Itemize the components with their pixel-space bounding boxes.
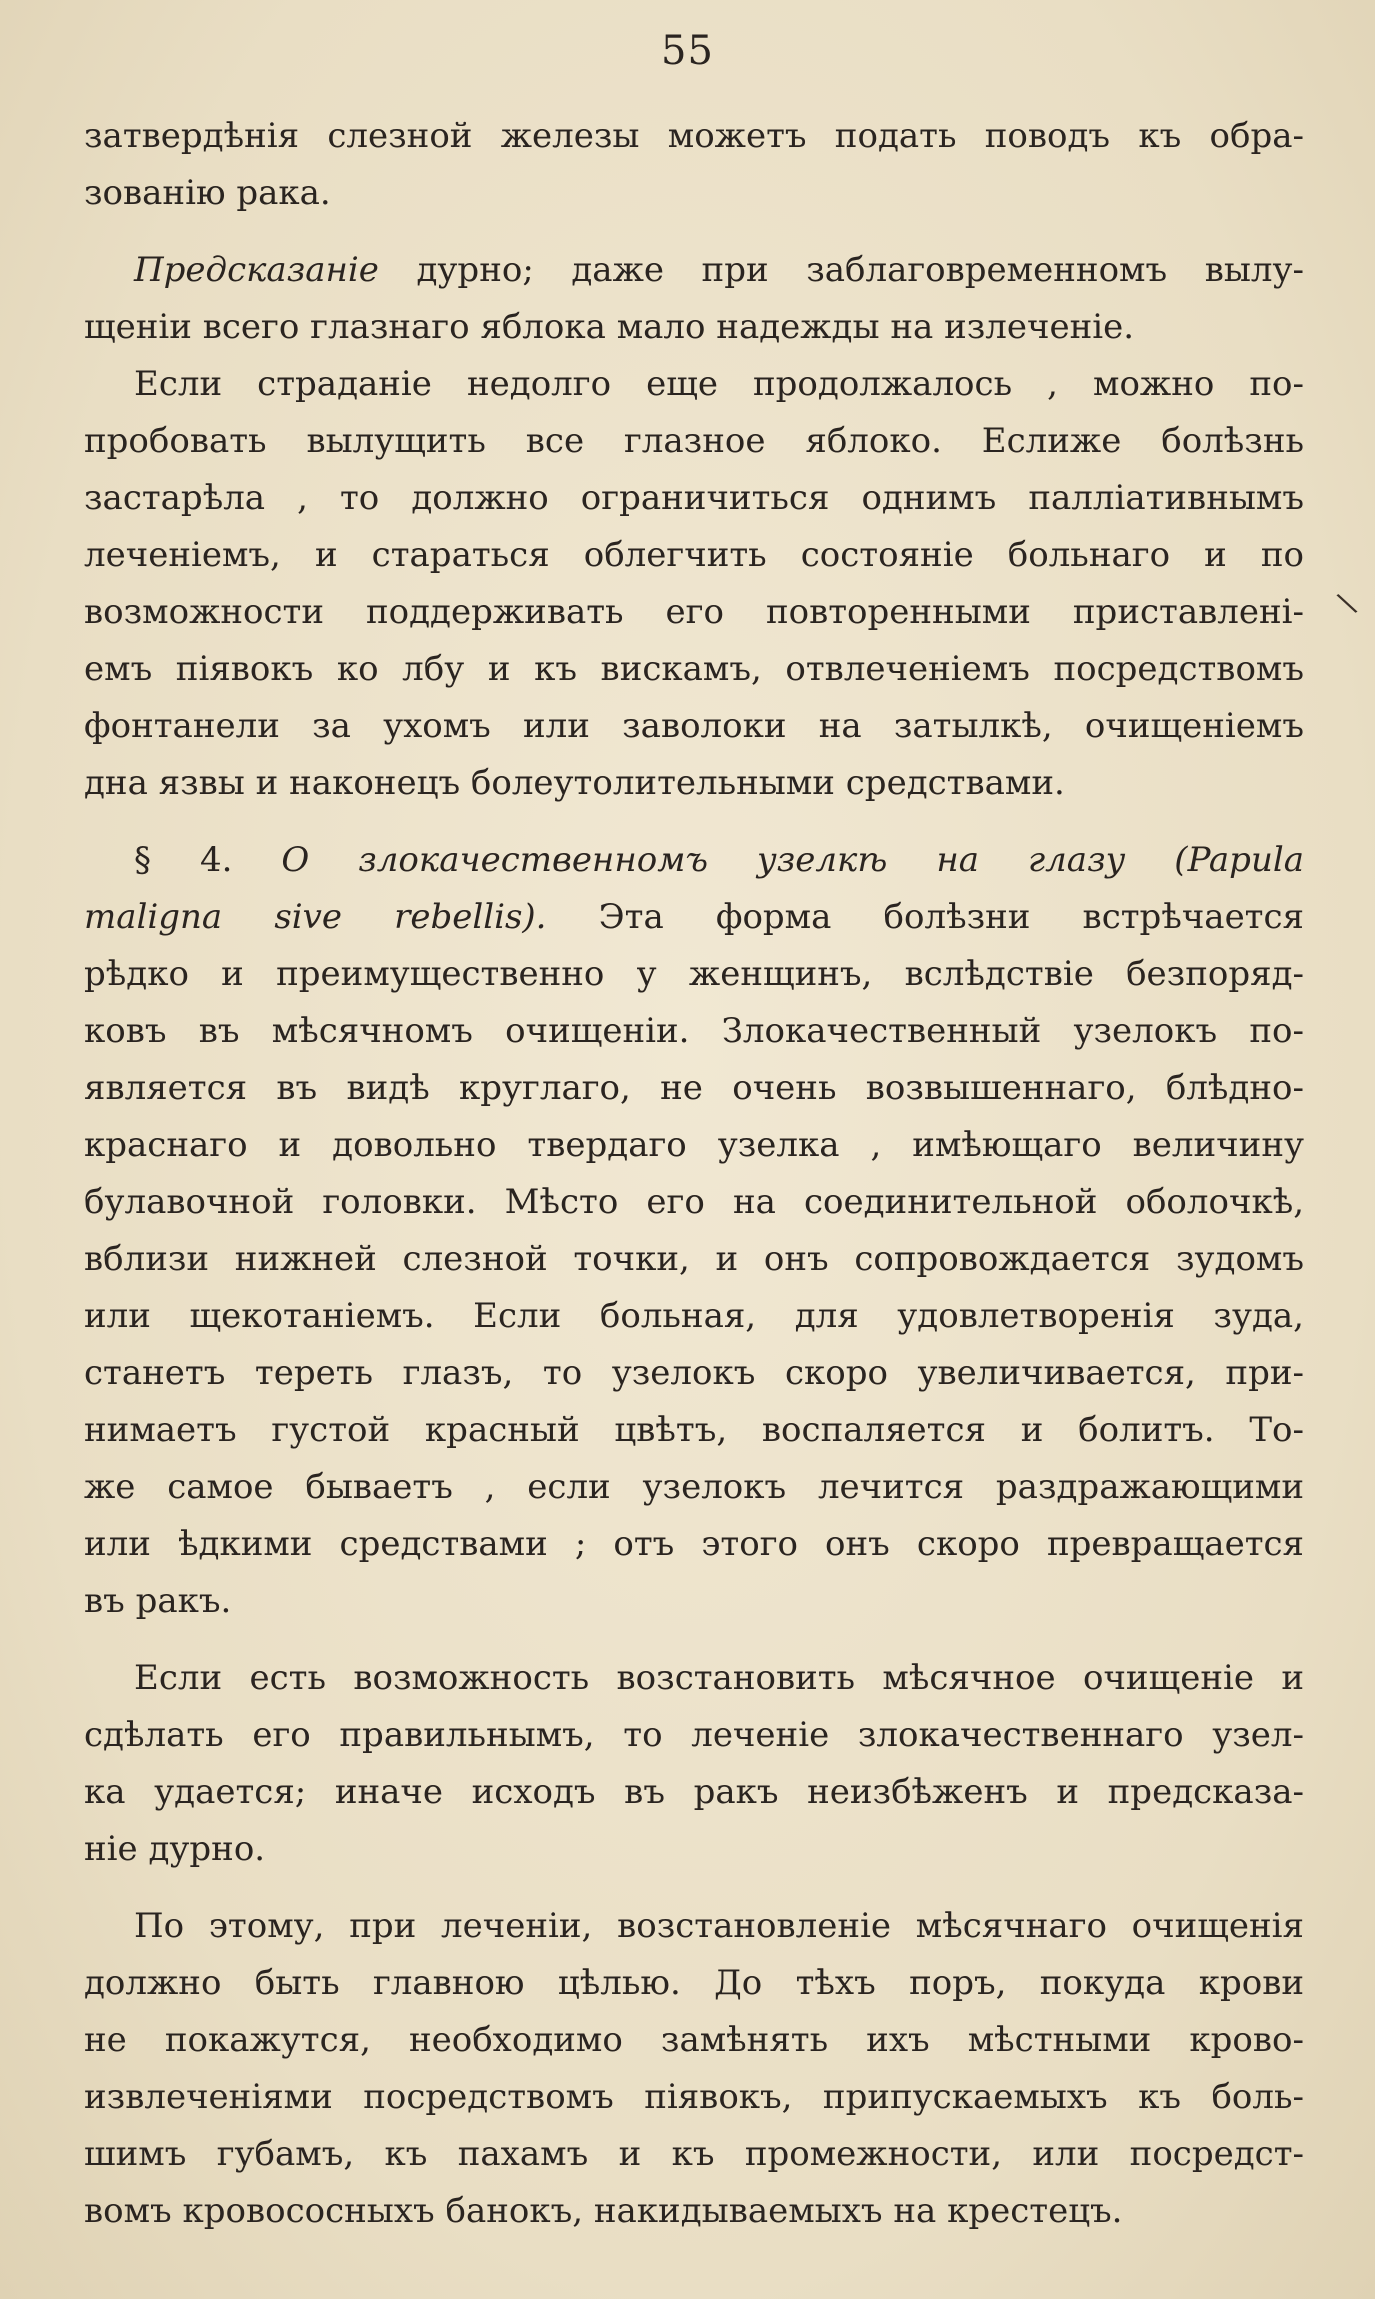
text-line — [84, 889, 1304, 946]
text-line — [84, 1060, 1304, 1117]
text-line — [84, 641, 1304, 698]
text-run: булавочной головки. Мѣсто его на соединительной оболочкѣ, — [84, 1182, 1304, 1222]
paragraph — [84, 1898, 1304, 2240]
paragraph-gap — [84, 1630, 1304, 1650]
text-run: щеніи всего глазнаго яблока мало надежды на излеченіе. — [84, 307, 1135, 347]
paragraph-gap — [84, 222, 1304, 242]
text-run: рѣдко и преимущественно у женщинъ, вслѣдствіе безпоряд- — [84, 954, 1304, 994]
text-line — [84, 108, 1304, 165]
text-line — [84, 1573, 1304, 1630]
text-run: § 4. — [134, 840, 282, 880]
text-line — [84, 356, 1304, 413]
text-run: зованію рака. — [84, 173, 331, 213]
body-text — [84, 108, 1304, 2240]
text-line — [84, 1459, 1304, 1516]
text-line — [84, 1955, 1304, 2012]
text-run: въ ракъ. — [84, 1581, 232, 1621]
text-run: ковъ въ мѣсячномъ очищеніи. Злокачественный узелокъ по- — [84, 1011, 1304, 1051]
text-line — [84, 584, 1304, 641]
text-line — [84, 1174, 1304, 1231]
text-run: Если страданіе недолго еще продолжалось , можно по- — [134, 364, 1304, 404]
text-run: ніе дурно. — [84, 1829, 266, 1869]
text-run: фонтанели за ухомъ или заволоки на затылкѣ, очищеніемъ — [84, 706, 1304, 746]
text-line — [84, 2069, 1304, 2126]
text-line — [84, 698, 1304, 755]
text-line — [84, 946, 1304, 1003]
text-line — [84, 242, 1304, 299]
italic-text: О злокачественномъ узелкѣ на глазу (Papula — [281, 840, 1304, 880]
text-line — [84, 1231, 1304, 1288]
text-line — [84, 413, 1304, 470]
text-line — [84, 165, 1304, 222]
paragraph — [84, 242, 1304, 356]
text-line — [84, 2183, 1304, 2240]
text-line — [84, 1288, 1304, 1345]
text-run: вомъ кровососныхъ банокъ, накидываемыхъ на крестецъ. — [84, 2191, 1123, 2231]
text-run: или щекотаніемъ. Если больная, для удовлетворенія зуда, — [84, 1296, 1304, 1336]
margin-mark: \ — [1333, 585, 1361, 622]
text-line — [84, 2126, 1304, 2183]
text-run: краснаго и довольно твердаго узелка , имѣющаго величину — [84, 1125, 1304, 1165]
text-line — [84, 1707, 1304, 1764]
italic-text: Предсказаніе — [134, 250, 379, 290]
text-run: Если есть возможность возстановить мѣсячное очищеніе и — [134, 1658, 1304, 1698]
text-line — [84, 755, 1304, 812]
text-run: возможности поддерживать его повторенными приставлені- — [84, 592, 1304, 632]
text-line — [84, 527, 1304, 584]
text-run: ка удается; иначе исходъ въ ракъ неизбѣженъ и предсказа- — [84, 1772, 1304, 1812]
text-run: же самое бываетъ , если узелокъ лечится раздражающими — [84, 1467, 1304, 1507]
text-run: леченіемъ, и стараться облегчить состояніе больнаго и по — [84, 535, 1304, 575]
text-line — [84, 1003, 1304, 1060]
text-run: шимъ губамъ, къ пахамъ и къ промежности, или посредст- — [84, 2134, 1304, 2174]
text-run: затвердѣнія слезной железы можетъ подать поводъ къ обра- — [84, 116, 1304, 156]
text-line — [84, 1764, 1304, 1821]
paragraph-gap — [84, 1878, 1304, 1898]
text-run: станетъ тереть глазъ, то узелокъ скоро увеличивается, при- — [84, 1353, 1304, 1393]
text-run: извлеченіями посредствомъ піявокъ, припускаемыхъ къ боль- — [84, 2077, 1304, 2117]
text-run: должно быть главною цѣлью. До тѣхъ поръ, покуда крови — [84, 1963, 1304, 2003]
text-line — [84, 832, 1304, 889]
text-line — [84, 1516, 1304, 1573]
paragraph — [84, 108, 1304, 222]
text-run: По этому, при леченіи, возстановленіе мѣсячнаго очищенія — [134, 1906, 1304, 1946]
text-line — [84, 1402, 1304, 1459]
text-run: вблизи нижней слезной точки, и онъ сопровождается зудомъ — [84, 1239, 1304, 1279]
page-number: 55 — [661, 28, 714, 74]
text-line — [84, 470, 1304, 527]
text-line — [84, 1821, 1304, 1878]
text-line — [84, 1117, 1304, 1174]
text-run: дурно; даже при заблаговременномъ вылу- — [378, 250, 1304, 290]
text-line — [84, 2012, 1304, 2069]
text-line — [84, 1345, 1304, 1402]
text-run: сдѣлать его правильнымъ, то леченіе злокачественнаго узел- — [84, 1715, 1304, 1755]
paragraph-gap — [84, 812, 1304, 832]
text-run: является въ видѣ круглаго, не очень возвышеннаго, блѣдно- — [84, 1068, 1304, 1108]
text-run: Эта форма болѣзни встрѣчается — [546, 897, 1304, 937]
paragraph — [84, 832, 1304, 1630]
text-run: емъ піявокъ ко лбу и къ вискамъ, отвлеченіемъ посредствомъ — [84, 649, 1304, 689]
italic-text: maligna sive rebellis). — [84, 897, 547, 937]
text-run: нимаетъ густой красный цвѣтъ, воспаляется и болитъ. То- — [84, 1410, 1304, 1450]
text-run: или ѣдкими средствами ; отъ этого онъ скоро превращается — [84, 1524, 1304, 1564]
text-run: дна язвы и наконецъ болеутолительными средствами. — [84, 763, 1065, 803]
text-line — [84, 1898, 1304, 1955]
text-line — [84, 299, 1304, 356]
text-run: пробовать вылущить все глазное яблоко. Еслиже болѣзнь — [84, 421, 1304, 461]
paragraph — [84, 1650, 1304, 1878]
paragraph — [84, 356, 1304, 812]
text-run: застарѣла , то должно ограничиться однимъ палліативнымъ — [84, 478, 1304, 518]
text-line — [84, 1650, 1304, 1707]
text-run: не покажутся, необходимо замѣнять ихъ мѣстными крово- — [84, 2020, 1304, 2060]
